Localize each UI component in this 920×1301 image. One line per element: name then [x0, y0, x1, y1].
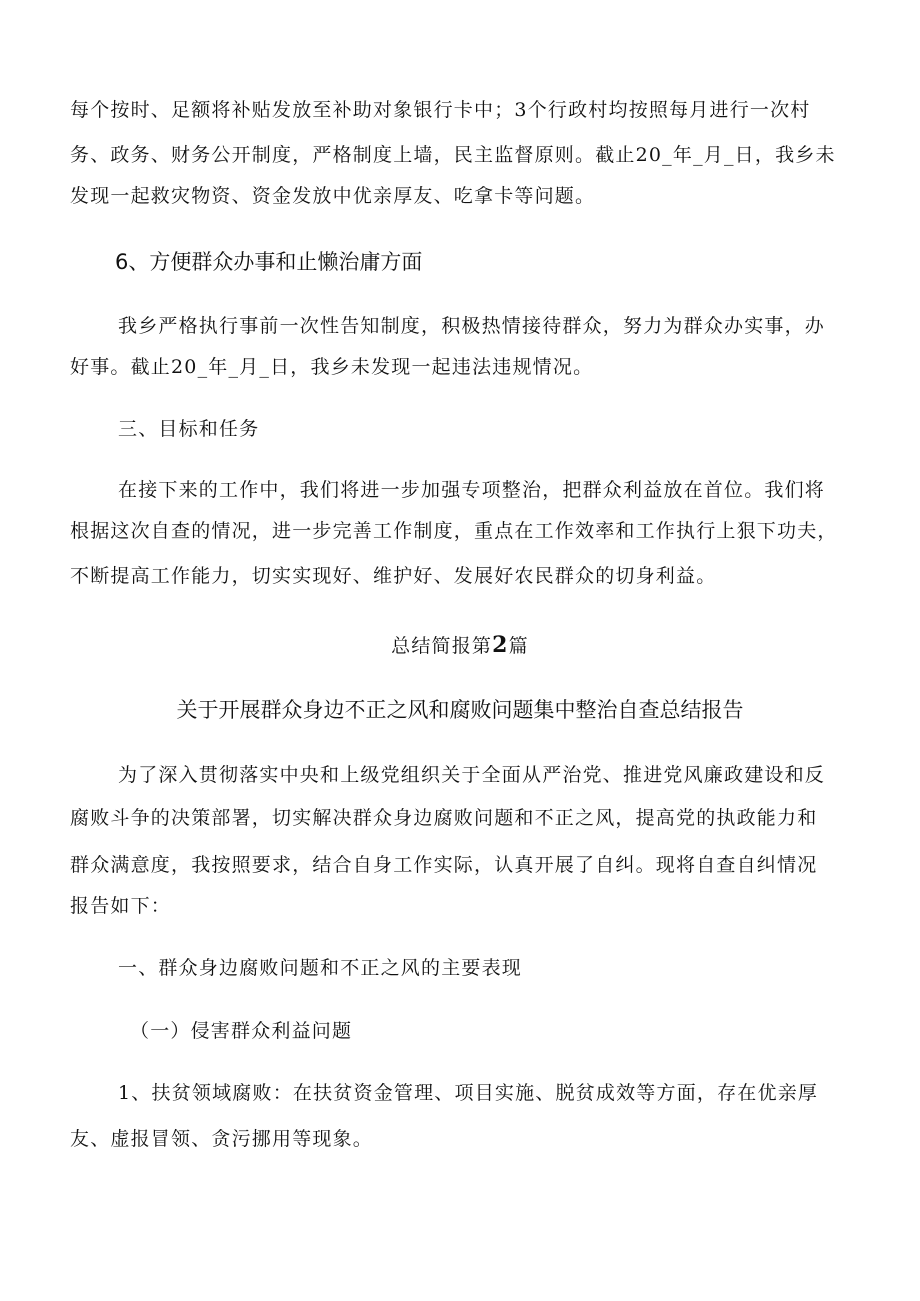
paragraph-line: 1、扶贫领域腐败：在扶贫资金管理、项目实施、脱贫成效等方面，存在优亲厚 — [118, 1082, 819, 1104]
section-label-number: 2 — [492, 632, 509, 658]
paragraph-line: 腐败斗争的决策部署，切实解决群众身边腐败问题和不正之风，提高党的执政能力和 — [70, 807, 818, 829]
section-label-prefix: 总结简报第 — [391, 635, 493, 657]
paragraph-line: 不断提高工作能力，切实实现好、维护好、发展好农民群众的切身利益。 — [70, 565, 717, 587]
subsection-heading: （一）侵害群众利益问题 — [130, 1020, 353, 1042]
paragraph-line: 根据这次自查的情况，进一步完善工作制度，重点在工作效率和工作执行上狠下功夫， — [70, 520, 838, 542]
paragraph-line: 为了深入贯彻落实中央和上级党组织关于全面从严治党、推进党风廉政建设和反 — [118, 764, 826, 786]
section-label — [0, 632, 920, 659]
report-title: 关于开展群众身边不正之风和腐败问题集中整治自查总结报告 — [176, 698, 744, 722]
paragraph-line: 务、政务、财务公开制度，严格制度上墙，民主监督原则。截止20_年_月_日，我乡未 — [70, 144, 836, 166]
paragraph-line: 友、虚报冒领、贪污挪用等现象。 — [70, 1128, 374, 1150]
paragraph-line: 在接下来的工作中，我们将进一步加强专项整治，把群众利益放在首位。我们将 — [118, 479, 826, 501]
section-label-suffix: 篇 — [508, 635, 529, 657]
paragraph-line: 群众满意度，我按照要求，结合自身工作实际，认真开展了自纠。现将自查自纠情况 — [70, 854, 818, 876]
section-heading: 三、目标和任务 — [118, 418, 260, 440]
paragraph-line: 每个按时、足额将补贴发放至补助对象银行卡中；3个行政村均按照每月进行一次村 — [70, 99, 811, 121]
paragraph-line: 报告如下： — [70, 895, 172, 917]
section-heading: 6、方便群众办事和止懒治庸方面 — [115, 250, 423, 274]
section-heading: 一、群众身边腐败问题和不正之风的主要表现 — [118, 957, 523, 979]
paragraph-line: 好事。截止20_年_月_日，我乡未发现一起违法违规情况。 — [70, 356, 594, 378]
paragraph-line: 发现一起救灾物资、资金发放中优亲厚友、吃拿卡等问题。 — [70, 185, 596, 207]
paragraph-line: 我乡严格执行事前一次性告知制度，积极热情接待群众，努力为群众办实事，办 — [118, 315, 826, 337]
